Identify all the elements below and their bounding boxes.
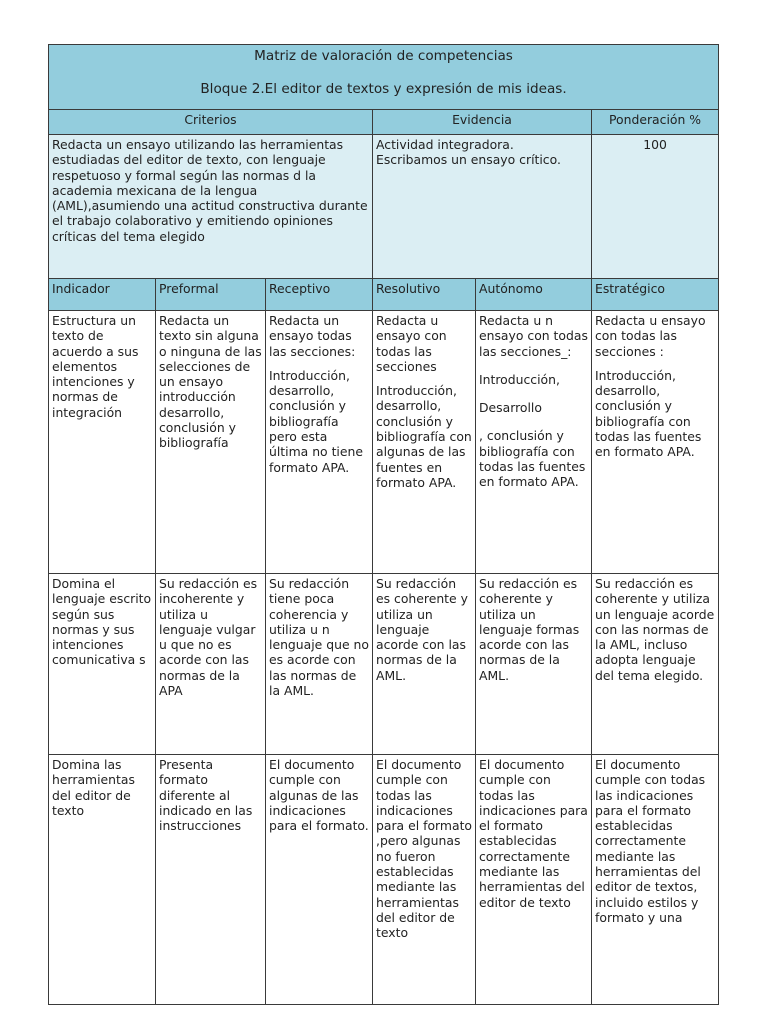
cell-receptivo [266, 311, 373, 574]
cell-estrategico: Su redacción es coherente y utiliza un lenguaje acorde con las normas de la AML, incluso adopta lenguaje del tema elegido. [592, 574, 719, 755]
cell-estrategico [592, 311, 719, 574]
table-row [49, 574, 719, 755]
level-estrategico: Estratégico [592, 279, 719, 311]
cell-text: , conclusión y bibliografía con todas las fuentes en formato APA. [479, 428, 586, 490]
level-preformal: Preformal [156, 279, 266, 311]
cell-text: Introducción, [479, 371, 560, 387]
cell-text: Redacta u ensayo con todas las secciones : [595, 313, 706, 359]
summary-row [49, 135, 719, 279]
level-receptivo: Receptivo [266, 279, 373, 311]
competency-matrix-table [48, 44, 719, 1005]
cell-autonomo [476, 311, 592, 574]
cell-receptivo: El documento cumple con algunas de las indicaciones para el formato. [266, 755, 373, 1005]
cell-text: Desarrollo [479, 400, 542, 416]
cell-text: Introducción, desarrollo, conclusión y bibliografía pero esta última no tiene formato APA. [269, 367, 363, 475]
cell-text: Redacta u ensayo con todas las secciones [376, 313, 447, 374]
levels-header-row [49, 279, 719, 311]
cell-preformal: Su redacción es incoherente y utiliza u lenguaje vulgar u que no es acorde con las normas de la APA [156, 574, 266, 755]
title-row [49, 45, 719, 110]
title-cell [49, 45, 719, 110]
page-title: Matriz de valoración de competencias [254, 48, 513, 64]
cell-text: Introducción, desarrollo, conclusión y bibliografía con algunas de las fuentes en formato APA. [376, 383, 472, 490]
table-row [49, 311, 719, 574]
cell-indicador: Estructura un texto de acuerdo a sus elementos intenciones y normas de integración [49, 311, 156, 574]
cell-resolutivo: El documento cumple con todas las indicaciones para el formato ,pero algunas no fueron establecidas mediante las herramientas del editor de texto [373, 755, 476, 1005]
cell-preformal: Redacta un texto sin alguna o ninguna de las selecciones de un ensayo introducción desarrollo, conclusión y bibliografía [156, 311, 266, 574]
cell-preformal: Presenta formato diferente al indicado en las instrucciones [156, 755, 266, 1005]
header-criterios: Criterios [49, 110, 373, 135]
column-header-row [49, 110, 719, 135]
cell-resolutivo [373, 311, 476, 574]
cell-indicador: Domina el lenguaje escrito según sus normas y sus intenciones comunicativa s [49, 574, 156, 755]
cell-resolutivo: Su redacción es coherente y utiliza un lenguaje acorde con las normas de la AML. [373, 574, 476, 755]
summary-evidencia: Actividad integradora. Escribamos un ensayo crítico. [373, 135, 592, 279]
cell-text: Redacta un ensayo todas las secciones: [269, 313, 356, 359]
cell-estrategico: El documento cumple con todas las indicaciones para el formato establecidas correctamente mediante las herramientas del editor de textos, incluido estilos y formato y una [592, 755, 719, 1005]
cell-receptivo: Su redacción tiene poca coherencia y utiliza u n lenguaje que no es acorde con las normas de la AML. [266, 574, 373, 755]
cell-text: Redacta u n ensayo con todas las secciones_: [479, 313, 588, 359]
page-subtitle: Bloque 2.El editor de textos y expresión de mis ideas. [200, 81, 567, 97]
summary-criterio: Redacta un ensayo utilizando las herramientas estudiadas del editor de texto, con lenguaje respetuoso y formal según las normas d la academia mexicana de la lengua (AML),asumiendo una actitud constructiva durante el trabajo colaborativo y emitiendo opiniones críticas del tema elegido [49, 135, 373, 279]
table-row [49, 755, 719, 1005]
cell-autonomo: El documento cumple con todas las indicaciones para el formato establecidas correctamente mediante las herramientas del editor de texto [476, 755, 592, 1005]
cell-autonomo: Su redacción es coherente y utiliza un lenguaje formas acorde con las normas de la AML. [476, 574, 592, 755]
header-evidencia: Evidencia [373, 110, 592, 135]
summary-ponderacion: 100 [592, 135, 719, 279]
header-ponderacion: Ponderación % [592, 110, 719, 135]
cell-text: Introducción, desarrollo, conclusión y bibliografía con todas las fuentes en formato APA. [595, 367, 702, 460]
level-resolutivo: Resolutivo [373, 279, 476, 311]
cell-indicador: Domina las herramientas del editor de texto [49, 755, 156, 1005]
level-indicador: Indicador [49, 279, 156, 311]
level-autonomo: Autónomo [476, 279, 592, 311]
